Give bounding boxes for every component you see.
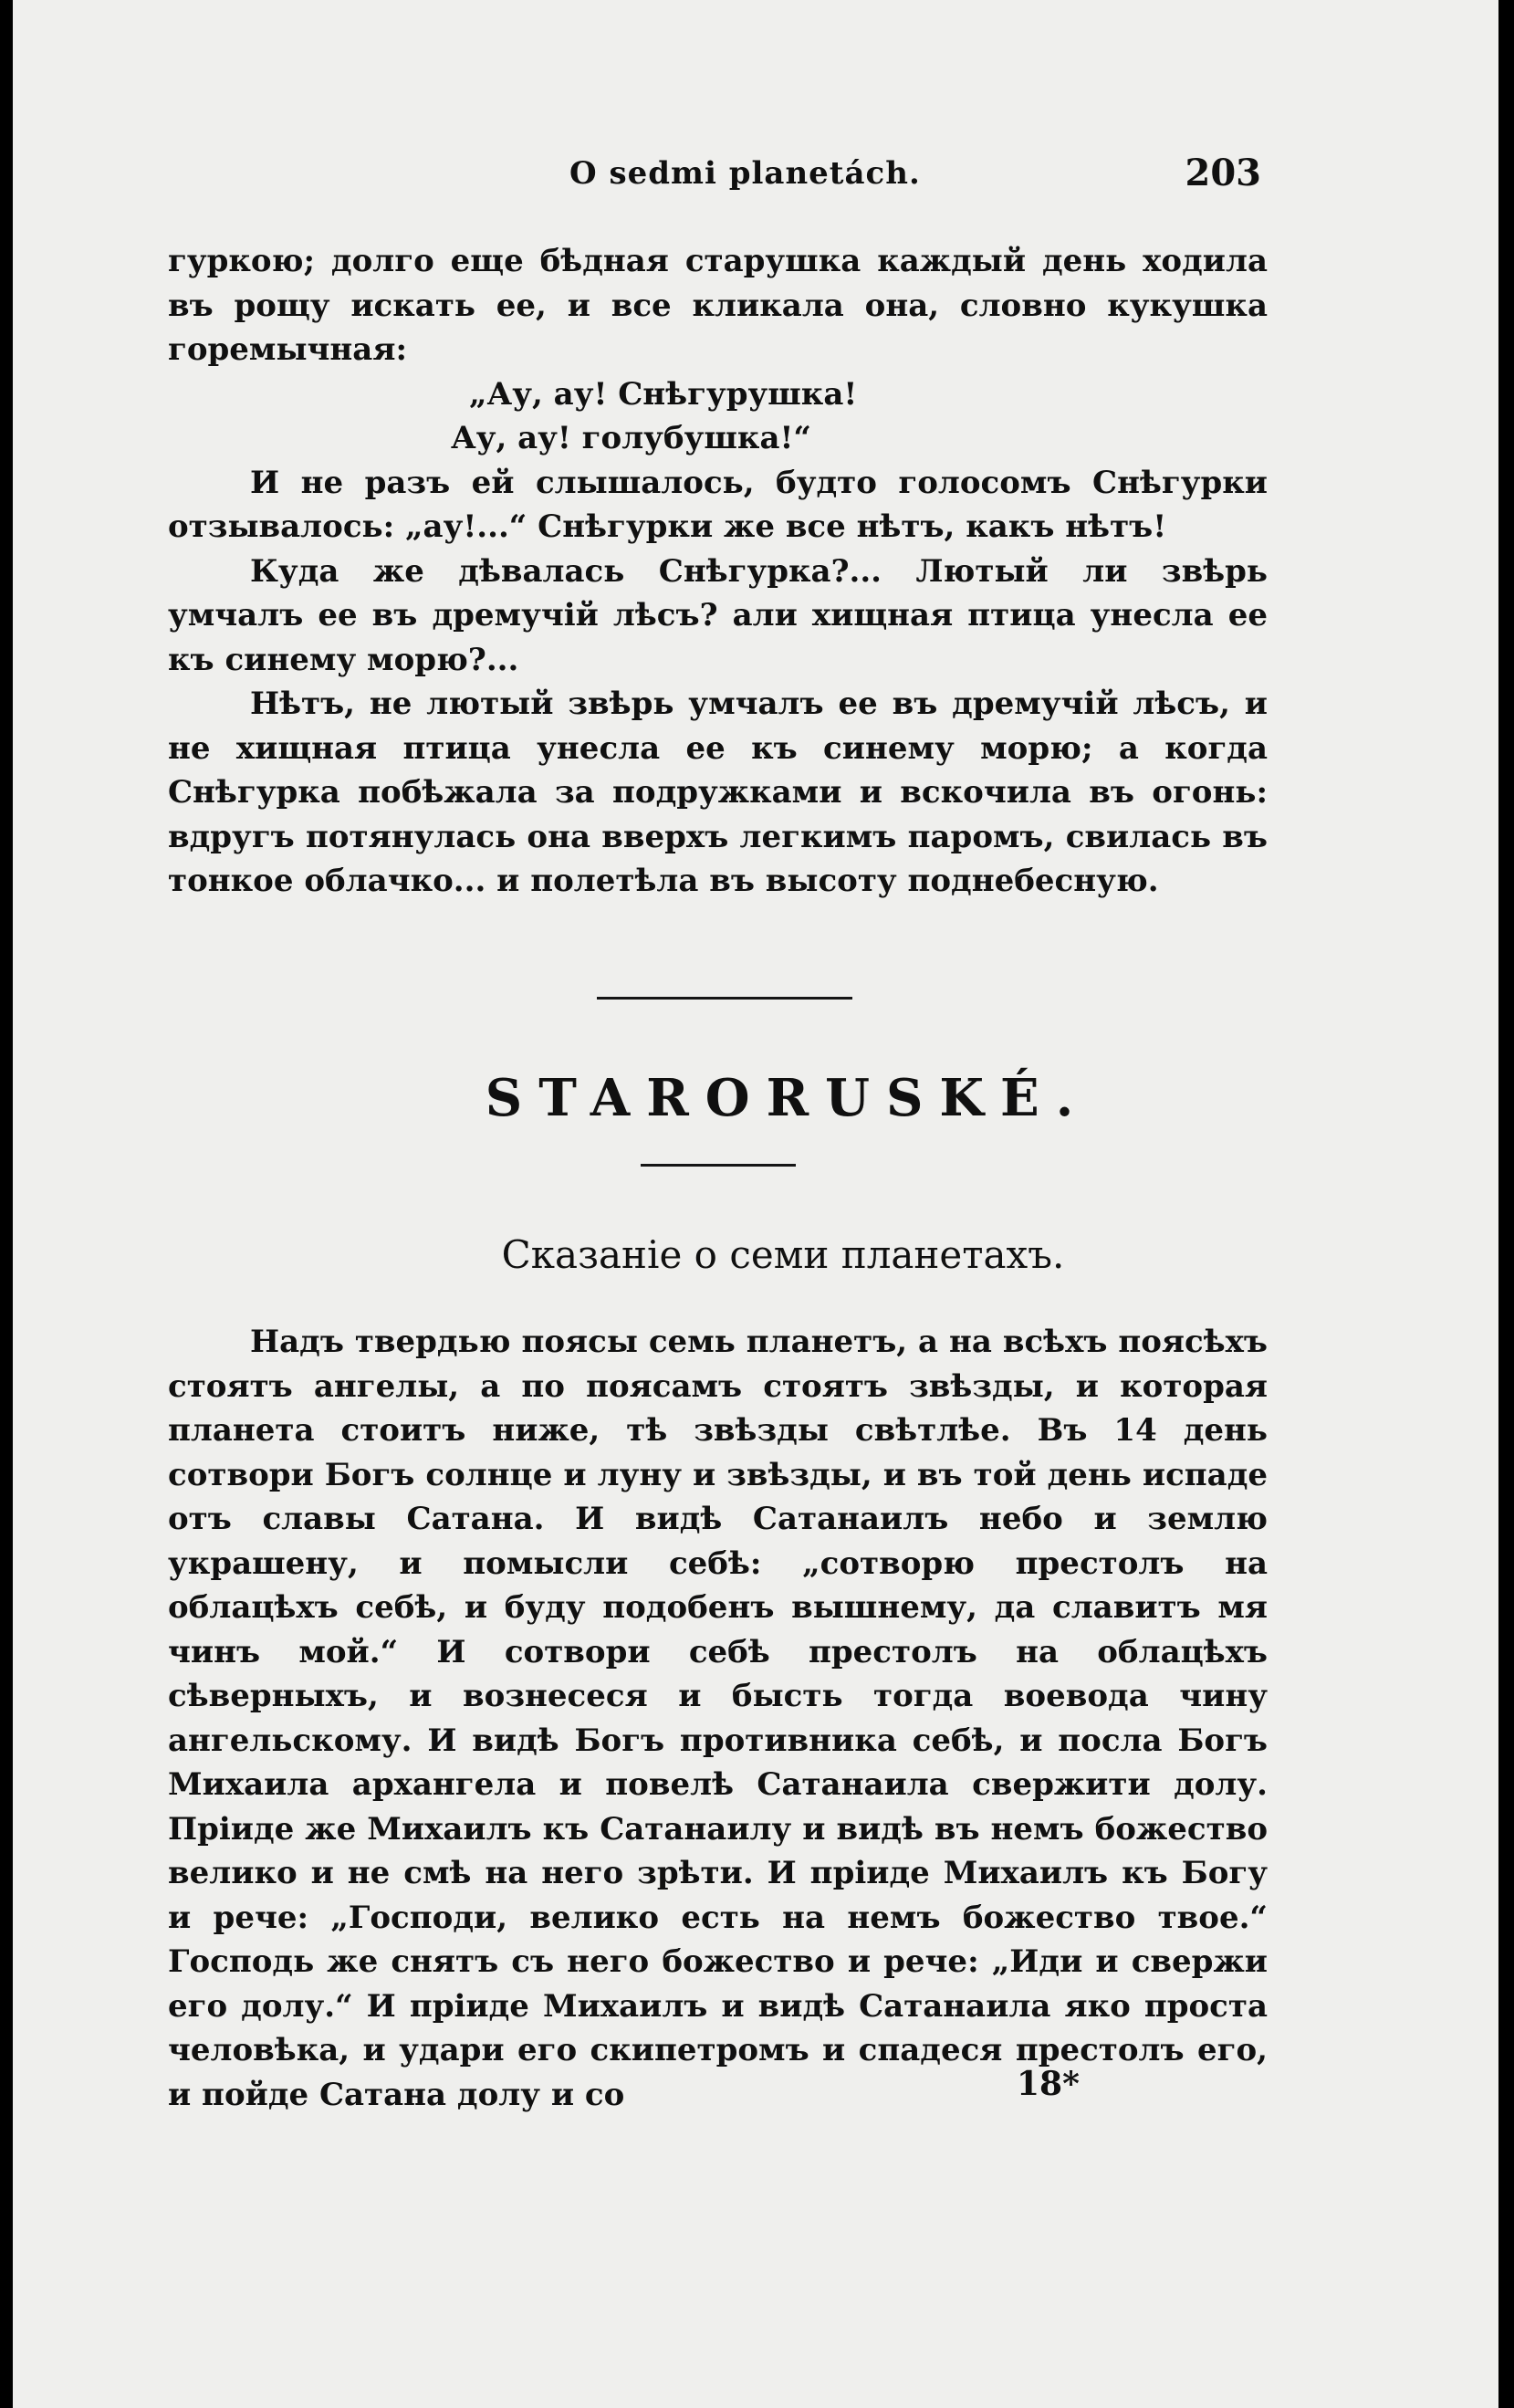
paragraph: Нѣтъ, не лютый звѣрь умчалъ ее въ дремучiй лѣсъ, и не хищная птица унесла ее къ синему морю; а когда Снѣгурка побѣжала за подружками и вскочила въ огонь: вдругъ потянулась она вверхъ легкимъ паромъ, свилась въ тонкое облачко... и полетѣла въ высоту поднебесную. [168, 686, 1268, 899]
story-ending [168, 239, 1268, 904]
book-page [13, 0, 1498, 2408]
page-header [13, 152, 1498, 201]
section-title: STARORUSKÉ. [485, 1068, 1091, 1128]
running-title: O sedmi planetách. [569, 155, 921, 192]
page-number: 203 [1185, 152, 1261, 194]
paragraph: Надъ твердью поясы семь планетъ, а на всѣхъ поясѣхъ стоятъ ангелы, а по поясамъ стоятъ звѣзды, и которая планета стоитъ ниже, тѣ звѣзды свѣтлѣе. Въ 14 день сотвори Богъ солнце и луну и звѣзды, и въ той день испаде отъ славы Сатана. И видѣ Сатанаилъ небо и землю украшену, и помысли себѣ: „сотворю престолъ на облацѣхъ себѣ, и буду подобенъ вышнему, да славитъ мя чинъ мой.“ И сотвори себѣ престолъ на облацѣхъ сѣверныхъ, и вознесеся и бысть тогда воевода чину ангельскому. И видѣ Богъ противника себѣ, и посла Богъ Михаила архангела и повелѣ Сатанаила свержити долу. Прiиде же Михаилъ къ Сатанаилу и видѣ въ немъ божество велико и не смѣ на него зрѣти. И прiиде Михаилъ къ Богу и рече: „Господи, велико есть на немъ божество твое.“ Господь же снятъ съ него божество и рече: „Иди и свержи его долу.“ И прiиде Михаилъ и видѣ Сатанаила яко проста человѣка, и удари его скипетромъ и спадеся престолъ его, и пойде Сатана долу и со [168, 1324, 1268, 2113]
signature-mark: 18* [1017, 2065, 1080, 2103]
section-subtitle: Сказанiе о семи планетахъ. [501, 1232, 1065, 1277]
verse-line: „Ау, ау! Снѣгурушка! [469, 375, 858, 413]
section-body [168, 1320, 1268, 2117]
section-divider [597, 997, 852, 1000]
paragraph: И не разъ ей слышалось, будто голосомъ Снѣгурки отзывалось: „ау!...“ Снѣгурки же все нѣтъ, какъ нѣтъ! [168, 464, 1268, 545]
paragraph: Куда же дѣвалась Снѣгурка?... Лютый ли звѣрь умчалъ ее въ дремучiй лѣсъ? али хищная птица унесла ее къ синему морю?... [168, 552, 1268, 678]
paragraph: гуркою; долго еще бѣдная старушка каждый день ходила въ рощу искать ее, и все кликала она, словно кукушка горемычная: [168, 243, 1268, 368]
verse-line: Ау, ау! голубушка!“ [451, 420, 811, 456]
title-underline [641, 1164, 796, 1167]
